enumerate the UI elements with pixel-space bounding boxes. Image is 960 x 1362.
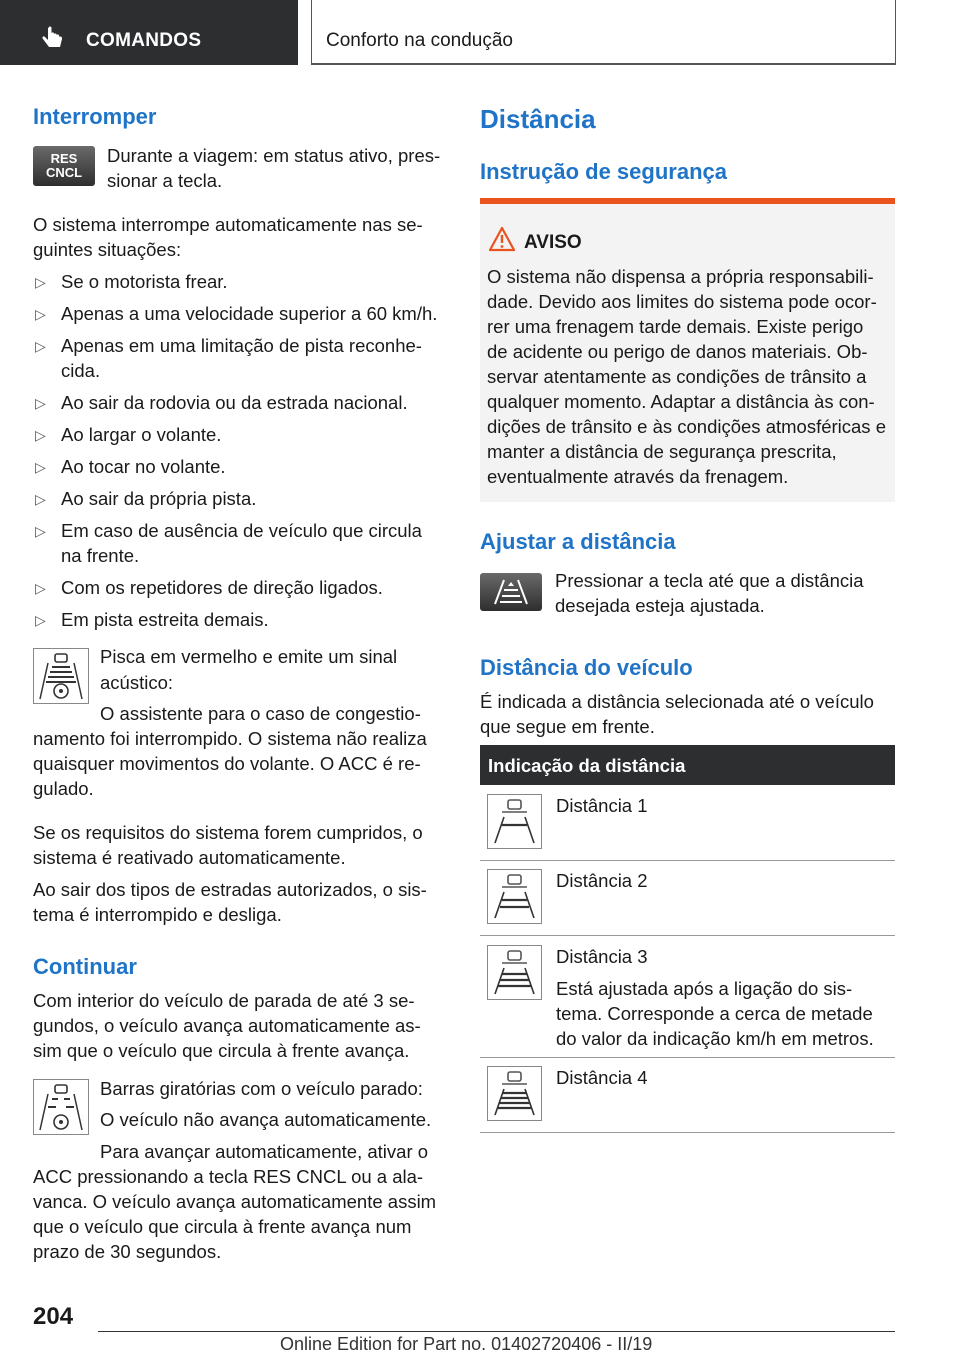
heading-interromper: Interromper (33, 104, 157, 129)
blink-paragraph: O assistente para o caso de congestio-namento foi interrompido. O sistema não realiza quaisquer movimentos do volante. O ACC é re-gulado. (33, 703, 427, 799)
steering-assistant-icon (34, 649, 88, 703)
distance-2-icon-box (487, 869, 542, 924)
distance-4-icon-box (487, 1066, 542, 1121)
distance-3-note: Está ajustada após a ligação do sis-tema. Corresponde a cerca de metade do valor da indicação km/h em metros. (556, 978, 874, 1049)
edition-text: Online Edition for Part no. 01402720406 - II/19 (280, 1334, 653, 1354)
footer-divider (98, 1331, 895, 1332)
section-tab (0, 0, 298, 65)
list-item (33, 454, 453, 479)
interrupt-intro: O sistema interrompe automaticamente nas se-guintes situações: (33, 214, 423, 260)
triangle-bullet-icon: ▷ (35, 274, 46, 290)
warning-box (480, 198, 895, 502)
list-item (33, 301, 453, 326)
triangle-bullet-icon: ▷ (35, 459, 46, 475)
list-item-text: Em pista estreita demais. (61, 609, 269, 630)
list-item-text: Ao largar o volante. (61, 424, 222, 445)
list-item (33, 607, 453, 632)
list-item (33, 269, 453, 294)
triangle-bullet-icon: ▷ (35, 427, 46, 443)
distance-3-icon-box (487, 945, 542, 1000)
reactivate-text: Se os requisitos do sistema forem cumpridos, o sistema é reativado automaticamente. (33, 822, 423, 868)
continuar-text: Com interior do veículo de parada de até 3 se-gundos, o veículo avança automaticamente as-sim que o veículo que circula à frente avança. (33, 990, 421, 1061)
list-item-text: Com os repetidores de direção ligados. (61, 577, 383, 598)
list-item (33, 422, 453, 447)
triangle-bullet-icon: ▷ (35, 612, 46, 628)
bars-line-1: Barras giratórias com o veículo parado: (100, 1078, 423, 1099)
chapter-header (311, 0, 896, 65)
warning-triangle-icon (488, 226, 516, 252)
list-item (33, 486, 453, 511)
distance-2-icon (488, 870, 541, 923)
triangle-bullet-icon: ▷ (35, 580, 46, 596)
table-header: Indicação da distância (480, 745, 895, 785)
section-title: COMANDOS (86, 30, 202, 51)
distance-1-label: Distância 1 (556, 795, 648, 816)
warning-label: AVISO (524, 232, 582, 253)
list-item-text: Ao sair da própria pista. (61, 488, 257, 509)
list-item (33, 518, 453, 568)
exit-roads-text: Ao sair dos tipos de estradas autorizados, o sis-tema é interrompido e desliga. (33, 879, 427, 925)
list-item-text: Apenas em uma limitação de pista reconhe-cida. (61, 335, 422, 381)
triangle-bullet-icon: ▷ (35, 306, 46, 322)
triangle-bullet-icon: ▷ (35, 395, 46, 411)
warning-text: O sistema não dispensa a própria responsabili-dade. Devido aos limites do sistema pode ocor-rer uma frenagem tarde demais. Existe perigo de acidente ou perigo de danos materiais. Ob-servar atentamente as condições de trânsito a qualquer momento. Adaptar a distância às con-dições de trânsito e às condições atmosféricas e manter a distância de segurança prescrita, eventualmente através da frenagem. (487, 266, 886, 487)
row-divider (480, 1057, 895, 1058)
triangle-bullet-icon: ▷ (35, 338, 46, 354)
adjust-text: Pressionar a tecla até que a distância desejada esteja ajustada. (555, 570, 864, 616)
distance-3-label: Distância 3 (556, 946, 648, 967)
rotating-bars-icon (34, 1080, 88, 1134)
bars-paragraph: Para avançar automaticamente, ativar o ACC pressionando a tecla RES CNCL ou a ala-vanca. O veículo avança automaticamente assim que o veículo que circula à frente avança num prazo de 30 segundos. (33, 1141, 437, 1262)
chapter-title: Conforto na condução (326, 30, 513, 51)
list-item (33, 390, 453, 415)
distance-4-icon (488, 1067, 541, 1120)
list-item-text: Ao tocar no volante. (61, 456, 226, 477)
heading-vehicle-distance: Distância do veículo (480, 655, 693, 680)
list-item-text: Ao sair da rodovia ou da estrada nacional. (61, 392, 408, 413)
blink-line-1: Pisca em vermelho e emite um sinal (100, 646, 398, 667)
row-divider (480, 1132, 895, 1133)
distance-3-icon (488, 946, 541, 999)
list-item-text: Em caso de ausência de veículo que circula na frente. (61, 520, 422, 566)
distance-1-icon (488, 795, 541, 848)
row-divider (480, 935, 895, 936)
triangle-bullet-icon: ▷ (35, 491, 46, 507)
heading-continuar: Continuar (33, 954, 137, 979)
distance-key-image (480, 573, 542, 611)
blink-line-2: acústico: (100, 672, 174, 693)
hand-pointer-icon (40, 26, 66, 52)
list-item-text: Apenas a uma velocidade superior a 60 km/h. (61, 303, 438, 324)
list-item (33, 333, 453, 383)
row-divider (480, 860, 895, 861)
res-key-label-2: CNCL (45, 165, 83, 180)
distance-1-icon-box (487, 794, 542, 849)
vehicle-distance-text: É indicada a distância selecionada até o veículo que segue em frente. (480, 691, 874, 737)
rotating-bars-icon-box (33, 1079, 89, 1135)
heading-adjust: Ajustar a distância (480, 529, 676, 554)
page-number: 204 (33, 1303, 74, 1330)
list-item (33, 575, 453, 600)
heading-distancia: Distância (480, 104, 596, 134)
res-cncl-text: Durante a viagem: em status ativo, pres-sionar a tecla. (107, 145, 441, 191)
distance-4-label: Distância 4 (556, 1067, 648, 1088)
bars-line-2: O veículo não avança automaticamente. (100, 1109, 432, 1130)
res-cncl-key-image (33, 146, 95, 186)
res-key-label-1: RES (50, 151, 78, 166)
heading-safety: Instrução de segurança (480, 159, 727, 184)
distance-2-label: Distância 2 (556, 870, 648, 891)
distance-key-icon (480, 573, 542, 611)
steering-assistant-icon-box (33, 648, 89, 704)
triangle-bullet-icon: ▷ (35, 523, 46, 539)
list-item-text: Se o motorista frear. (61, 271, 228, 292)
